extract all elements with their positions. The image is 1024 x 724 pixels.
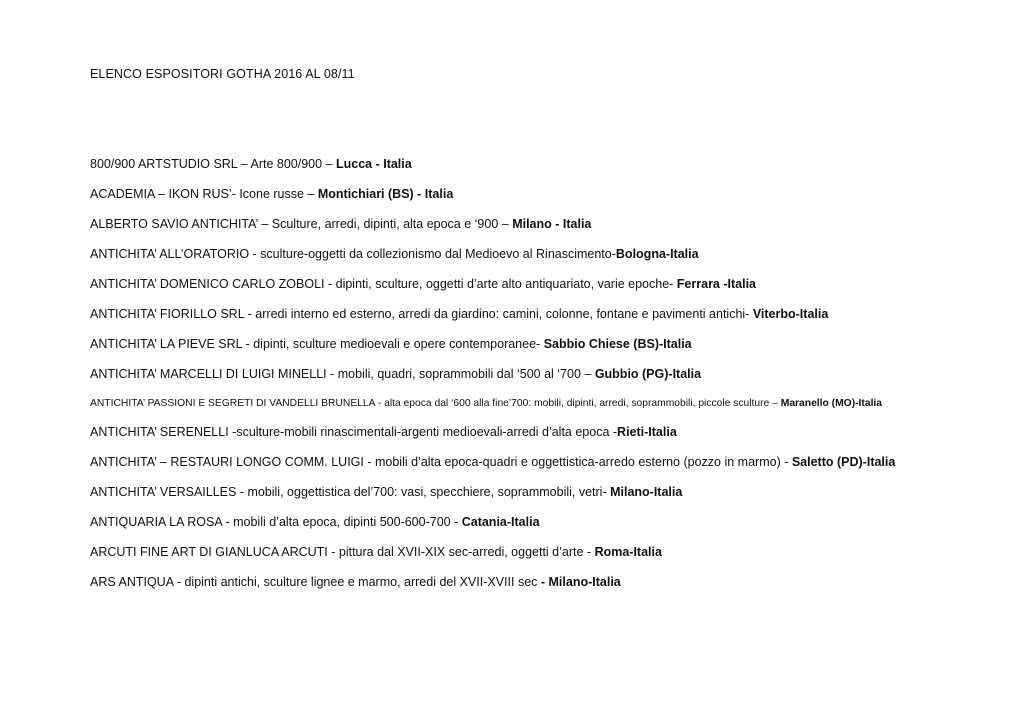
exhibitor-entry bbox=[90, 156, 940, 173]
exhibitor-location: Gubbio (PG)-Italia bbox=[594, 367, 702, 381]
exhibitor-location: Saletto (PD)-Italia bbox=[791, 455, 896, 469]
exhibitor-entry bbox=[90, 336, 940, 353]
exhibitor-description: ANTICHITA’ – RESTAURI LONGO COMM. LUIGI - mobili d’alta epoca-quadri e oggettistica-arredo esterno (pozzo in marmo) - bbox=[90, 455, 792, 469]
exhibitor-description: ANTICHITA’ ALL’ORATORIO - sculture-oggetti da collezionismo dal Medioevo al Rinascimento- bbox=[90, 247, 616, 261]
exhibitor-location: Milano - Italia bbox=[512, 217, 592, 231]
exhibitor-entry bbox=[90, 246, 940, 263]
exhibitor-description: ACADEMIA – IKON RUS’- Icone russe – bbox=[90, 187, 318, 201]
exhibitor-location: Bologna-Italia bbox=[615, 247, 699, 261]
exhibitor-entry bbox=[90, 186, 940, 203]
exhibitor-entry bbox=[90, 306, 940, 323]
exhibitor-description: ANTICHITA’ DOMENICO CARLO ZOBOLI - dipinti, sculture, oggetti d’arte alto antiquariato, varie epoche- bbox=[90, 277, 677, 291]
exhibitor-description: ARCUTI FINE ART DI GIANLUCA ARCUTI - pittura dal XVII-XIX sec-arredi, oggetti d’arte - bbox=[90, 545, 595, 559]
exhibitor-location: Lucca - Italia bbox=[335, 157, 412, 171]
exhibitor-description: ALBERTO SAVIO ANTICHITA’ – Sculture, arredi, dipinti, alta epoca e ‘900 – bbox=[90, 217, 513, 231]
exhibitor-entry bbox=[90, 484, 940, 501]
exhibitor-location: Maranello (MO)-Italia bbox=[780, 398, 883, 409]
exhibitor-description: ANTICHITA’ PASSIONI E SEGRETI DI VANDELLI BRUNELLA - alta epoca dal ‘600 alla fine’700: mobili, dipinti, arredi, soprammobili, piccole sculture – bbox=[90, 398, 781, 409]
exhibitor-description: ANTICHITA’ MARCELLI DI LUIGI MINELLI - mobili, quadri, soprammobili dal ‘500 al ‘700 – bbox=[90, 367, 595, 381]
exhibitor-location: Rieti-Italia bbox=[617, 425, 677, 439]
exhibitor-entry bbox=[90, 366, 940, 383]
exhibitor-location: Milano-Italia bbox=[610, 485, 683, 499]
exhibitor-description: 800/900 ARTSTUDIO SRL – Arte 800/900 – bbox=[90, 157, 336, 171]
exhibitor-description: ARS ANTIQUA - dipinti antichi, sculture lignee e marmo, arredi del XVII-XVIII sec bbox=[90, 575, 541, 589]
exhibitor-entry bbox=[90, 424, 940, 441]
exhibitor-description: ANTICHITA’ VERSAILLES - mobili, oggettistica del’700: vasi, specchiere, soprammobili, vetri- bbox=[90, 485, 611, 499]
exhibitor-location: Catania-Italia bbox=[461, 515, 540, 529]
document-title: ELENCO ESPOSITORI GOTHA 2016 AL 08/11 bbox=[90, 67, 355, 81]
exhibitor-location: Ferrara -Italia bbox=[676, 277, 757, 291]
exhibitor-description: ANTICHITA’ LA PIEVE SRL - dipinti, sculture medioevali e opere contemporanee- bbox=[90, 337, 544, 351]
exhibitor-entry bbox=[90, 276, 940, 293]
exhibitor-entry bbox=[90, 544, 940, 561]
exhibitor-entry bbox=[90, 574, 940, 591]
exhibitor-location: Sabbio Chiese (BS)-Italia bbox=[543, 337, 692, 351]
exhibitor-description: ANTIQUARIA LA ROSA - mobili d’alta epoca, dipinti 500-600-700 - bbox=[90, 515, 462, 529]
exhibitor-description: ANTICHITA’ FIORILLO SRL - arredi interno ed esterno, arredi da giardino: camini, colonne, fontane e pavimenti antichi- bbox=[90, 307, 753, 321]
exhibitor-list bbox=[90, 156, 940, 604]
exhibitor-entry bbox=[90, 216, 940, 233]
exhibitor-description: ANTICHITA’ SERENELLI -sculture-mobili rinascimentali-argenti medioevali-arredi d’alta epoca - bbox=[90, 425, 618, 439]
exhibitor-location: - Milano-Italia bbox=[540, 575, 621, 589]
exhibitor-entry bbox=[90, 514, 940, 531]
exhibitor-location: Montichiari (BS) - Italia bbox=[317, 187, 454, 201]
exhibitor-entry bbox=[90, 454, 940, 471]
exhibitor-entry bbox=[90, 396, 940, 412]
exhibitor-location: Roma-Italia bbox=[594, 545, 662, 559]
exhibitor-location: Viterbo-Italia bbox=[752, 307, 829, 321]
